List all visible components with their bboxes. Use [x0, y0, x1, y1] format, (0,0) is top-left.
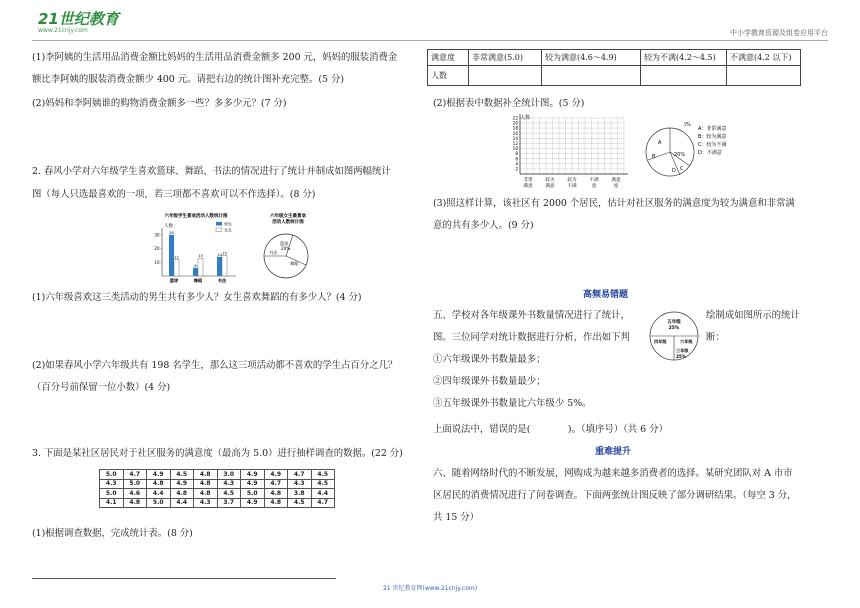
sat-pie-blank-pct: )%	[684, 122, 691, 128]
survey-cell: 4.8	[194, 479, 218, 489]
grid-chart-unit: 人数	[520, 115, 531, 121]
pie-label-basketball: 篮球	[280, 241, 289, 246]
grid-y-tick-label: 6	[515, 156, 518, 162]
q5-line1a: 五、学校对各年级课外书数量情况进行了统计，	[433, 310, 630, 321]
books-label-grade5: 五年级	[667, 320, 681, 325]
survey-cell: 4.9	[241, 498, 265, 508]
grid-x-label: 较为	[567, 178, 577, 183]
grid-x-label: 满意	[523, 184, 533, 189]
grid-y-tick-label: 20	[512, 120, 518, 126]
survey-cell: 4.7	[288, 470, 312, 480]
q2-line1: 2. 春风小学对六年级学生喜欢篮球、舞蹈、书法的情况进行了统计并制成如图两幅统计	[32, 166, 391, 177]
grid-y-tick-label: 14	[512, 135, 518, 141]
bar-chart-title: 六年级学生喜欢活动人数统计图	[164, 214, 228, 219]
sat-pie-label-b: B	[652, 154, 656, 160]
bar-y-tick-label: 10	[154, 259, 160, 265]
sat-count-cell[interactable]	[469, 66, 542, 86]
books-label-grade6: 六年级	[680, 339, 693, 344]
books-label-grade3: 三年级	[676, 348, 689, 353]
survey-row	[100, 489, 335, 499]
q3-part3-line2: 意的共有多少人。(9 分)	[433, 220, 534, 231]
q3-intro: 3. 下面是某社区居民对于社区服务的满意度（最高为 5.0）进行抽样调查的数据。(22 分)	[32, 448, 403, 459]
q3-part1: (1)根据调查数据，完成统计表。(8 分)	[32, 528, 193, 539]
survey-cell: 4.1	[100, 498, 124, 508]
survey-cell: 5.0	[241, 489, 265, 499]
satisfaction-table	[427, 49, 801, 86]
header-divider	[32, 40, 828, 41]
girls-pie-chart	[256, 210, 320, 286]
logo-url: www.21cnjy.com	[38, 27, 88, 34]
grid-x-label: 不满	[589, 178, 599, 183]
q5-statement-1: ①六年级课外书数量最多；	[433, 354, 546, 365]
legend-boy-label: 男生	[224, 221, 232, 227]
survey-row	[100, 470, 335, 480]
grid-x-label: 度	[613, 184, 619, 189]
survey-cell: 4.4	[147, 489, 171, 499]
q5-line1b: 绘制成如图所示的统计	[706, 310, 800, 321]
grid-x-label: 不满	[567, 184, 577, 189]
grid-y-tick-label: 18	[512, 125, 518, 131]
bar-chart-unit: 人数	[164, 224, 173, 229]
books-pie-chart	[648, 310, 700, 362]
survey-cell: 4.9	[264, 470, 288, 480]
sat-row-label: 人数	[428, 66, 469, 86]
q2-part2-line2: （百分号前保留一位小数）(4 分)	[32, 382, 171, 393]
survey-cell: 4.8	[123, 498, 147, 508]
q3-part3-line1: (3)照这样计算，该社区有 2000 个居民，估计对社区服务的满意度为较为满意和非常满	[433, 198, 795, 209]
footer-text: 21 世纪教育网(www.21cnjy.com)	[382, 585, 478, 592]
bar-boy-value: 30	[169, 229, 174, 235]
bar-girl-value: 15	[222, 250, 227, 256]
sat-header-cell: 较为满意(4.6～4.9)	[542, 50, 641, 66]
bar-category-label: 舞蹈	[193, 278, 203, 283]
q5-statement-2: ②四年级课外书数量最少；	[433, 376, 546, 387]
footer-divider	[32, 578, 336, 579]
grid-y-tick-label: 12	[512, 141, 518, 146]
survey-cell: 4.7	[264, 479, 288, 489]
survey-cell: 4.6	[123, 489, 147, 499]
q6-line3: 共 15 分）	[433, 512, 480, 523]
grid-y-tick-label: 16	[512, 130, 518, 136]
activity-bar-chart	[150, 210, 242, 286]
sat-header-cell: 非常满意(5.0)	[469, 50, 542, 66]
survey-cell: 4.3	[217, 479, 241, 489]
books-pct-grade3: 25%	[676, 354, 687, 359]
satisfaction-pie-chart	[640, 114, 752, 190]
grid-y-tick-label: 4	[515, 161, 518, 167]
survey-cell: 3.8	[288, 489, 312, 499]
sat-legend-a: A：非常满意	[698, 126, 727, 132]
q5-line2b: 断：	[706, 332, 725, 343]
section-title-hard: 重难提升	[595, 447, 632, 457]
q2-part2-line1: (2)如果春风小学六年级共有 198 名学生，那么这三项活动都不喜欢的学生占百分之几？	[32, 360, 398, 371]
q6-line1: 六、随着网络时代的不断发展，网购成为越来越多消费者的选择。某研究团队对 A 市市	[433, 468, 793, 479]
legend-girl-swatch	[216, 228, 222, 232]
bar-girl	[174, 260, 179, 276]
sat-pie-label-d: D	[672, 168, 676, 174]
survey-cell: 4.3	[100, 479, 124, 489]
bar-category-label: 篮球	[169, 278, 179, 283]
survey-cell: 4.9	[170, 479, 194, 489]
grid-y-tick-label: 8	[515, 151, 518, 157]
pie-label-calligraphy: 书法	[269, 250, 278, 255]
grid-y-tick-label: 10	[512, 146, 518, 152]
sat-count-cell[interactable]	[727, 66, 801, 86]
grid-x-label: 满意	[611, 178, 621, 183]
q5-statement-3: ③五年级课外书数量比六年级少 5%。	[433, 398, 592, 409]
pie-title-line1: 六年级女生最喜欢	[270, 214, 306, 219]
bar-girl	[198, 258, 203, 276]
bar-boy-value: 6	[194, 262, 197, 268]
survey-cell: 5.0	[147, 498, 171, 508]
grid-y-tick-label: 2	[515, 166, 518, 172]
bar-girl-value: 12	[174, 254, 179, 260]
sat-legend-d: D：不满意	[698, 150, 722, 156]
grid-x-label: 满意	[545, 184, 555, 189]
bar-boy	[193, 268, 198, 276]
survey-cell: 4.5	[288, 498, 312, 508]
sat-header-row	[428, 50, 801, 66]
survey-cell: 4.5	[311, 479, 335, 489]
bar-boy-value: 14	[217, 251, 222, 257]
grid-x-label: 较为	[545, 178, 555, 183]
survey-cell: 4.5	[217, 489, 241, 499]
survey-cell: 4.5	[170, 470, 194, 480]
survey-cell: 5.0	[100, 489, 124, 499]
books-pct-grade5: 25%	[668, 326, 680, 331]
survey-data-table	[99, 469, 335, 508]
survey-cell: 4.4	[170, 498, 194, 508]
books-label-grade4: 四年级	[654, 339, 667, 344]
satisfaction-grid-chart	[500, 112, 640, 192]
bar-girl	[222, 255, 227, 276]
survey-cell: 3.7	[217, 498, 241, 508]
q1-part1-line1: (1)李阿姨的生活用品消费金额比妈妈的生活用品消费金额多 200 元，妈妈的服装消费金	[32, 52, 398, 63]
pie-title-line2: 活动人数统计图	[272, 220, 304, 225]
survey-cell: 4.9	[241, 479, 265, 489]
survey-cell: 4.5	[311, 470, 335, 480]
survey-row	[100, 498, 335, 508]
grid-x-label: 意	[591, 184, 597, 189]
survey-cell: 5.0	[123, 479, 147, 489]
sat-count-cell[interactable]	[641, 66, 727, 86]
site-logo	[38, 8, 119, 34]
q3-part2: (2)根据表中数据补全统计图。(5 分)	[433, 98, 585, 109]
sat-header-cell: 满意度	[428, 50, 469, 66]
survey-cell: 4.7	[311, 498, 335, 508]
survey-cell: 4.8	[194, 470, 218, 480]
pie-label-basketball-pct: 20%	[281, 246, 291, 251]
bar-y-tick-label: 20	[154, 246, 160, 252]
sat-legend-b: B：较为满意	[698, 134, 727, 140]
survey-cell: 4.4	[311, 489, 335, 499]
q5-line2a: 图。三位同学对统计数据进行分析，作出如下判	[433, 332, 630, 343]
bar-girl-value: 13	[198, 253, 203, 259]
survey-cell: 4.3	[194, 498, 218, 508]
survey-cell: 4.8	[264, 498, 288, 508]
sat-pie-pct: 20%	[674, 152, 686, 158]
sat-count-cell[interactable]	[542, 66, 641, 86]
sat-header-cell: 较为不满(4.2～4.5)	[641, 50, 727, 66]
bar-boy	[217, 257, 222, 276]
survey-row	[100, 479, 335, 489]
site-name: 中小学教育资源及组卷应用平台	[730, 29, 828, 37]
survey-cell: 5.0	[100, 470, 124, 480]
grid-x-label: 非常	[523, 178, 533, 183]
sat-count-row	[428, 66, 801, 86]
bar-category-label: 书法	[217, 278, 227, 283]
survey-cell: 4.9	[241, 470, 265, 480]
q1-part2: (2)妈妈和李阿姨谁的购物消费金额多一些？多多少元？(7 分)	[32, 98, 287, 109]
q2-line2: 图（每人只选最喜欢的一项，若三项都不喜欢可以不作选择）。(8 分)	[32, 189, 316, 200]
q1-part1-line2: 额比李阿姨的服装消费金额少 400 元。请把右边的统计图补充完整。(5 分)	[32, 74, 344, 85]
survey-cell: 4.3	[288, 479, 312, 489]
survey-cell: 4.8	[194, 489, 218, 499]
survey-cell: 4.8	[264, 489, 288, 499]
bar-y-tick-label: 30	[154, 232, 160, 238]
pie-label-dance: 舞蹈	[290, 261, 299, 266]
q2-part1: (1)六年级喜欢这三类活动的男生共有多少人？女生喜欢舞蹈的有多少人？(4 分)	[32, 292, 362, 303]
survey-cell: 4.7	[123, 470, 147, 480]
legend-girl-label: 女生	[224, 227, 232, 233]
survey-cell: 4.9	[147, 470, 171, 480]
sat-pie-label-a: A	[658, 140, 662, 146]
legend-boy-swatch	[216, 222, 222, 226]
sat-pie-label-c: C	[680, 166, 684, 172]
q5-answer: 上面说法中，错误的是( )。（填序号）（共 6 分）	[433, 424, 668, 435]
sat-legend-c: C：较为不满	[698, 142, 727, 148]
survey-cell: 4.8	[147, 479, 171, 489]
survey-cell: 3.0	[217, 470, 241, 480]
section-title-error: 高频易错题	[583, 290, 629, 300]
logo-text: 21世纪教育	[38, 10, 119, 28]
sat-header-cell: 不满意(4.2 以下)	[727, 50, 801, 66]
survey-cell: 4.8	[170, 489, 194, 499]
grid-y-tick-label: 22	[512, 115, 518, 121]
q6-line2: 区居民的消费情况进行了问卷调查。下面两张统计图反映了部分调研结果。（每空 3 分，	[433, 490, 797, 501]
